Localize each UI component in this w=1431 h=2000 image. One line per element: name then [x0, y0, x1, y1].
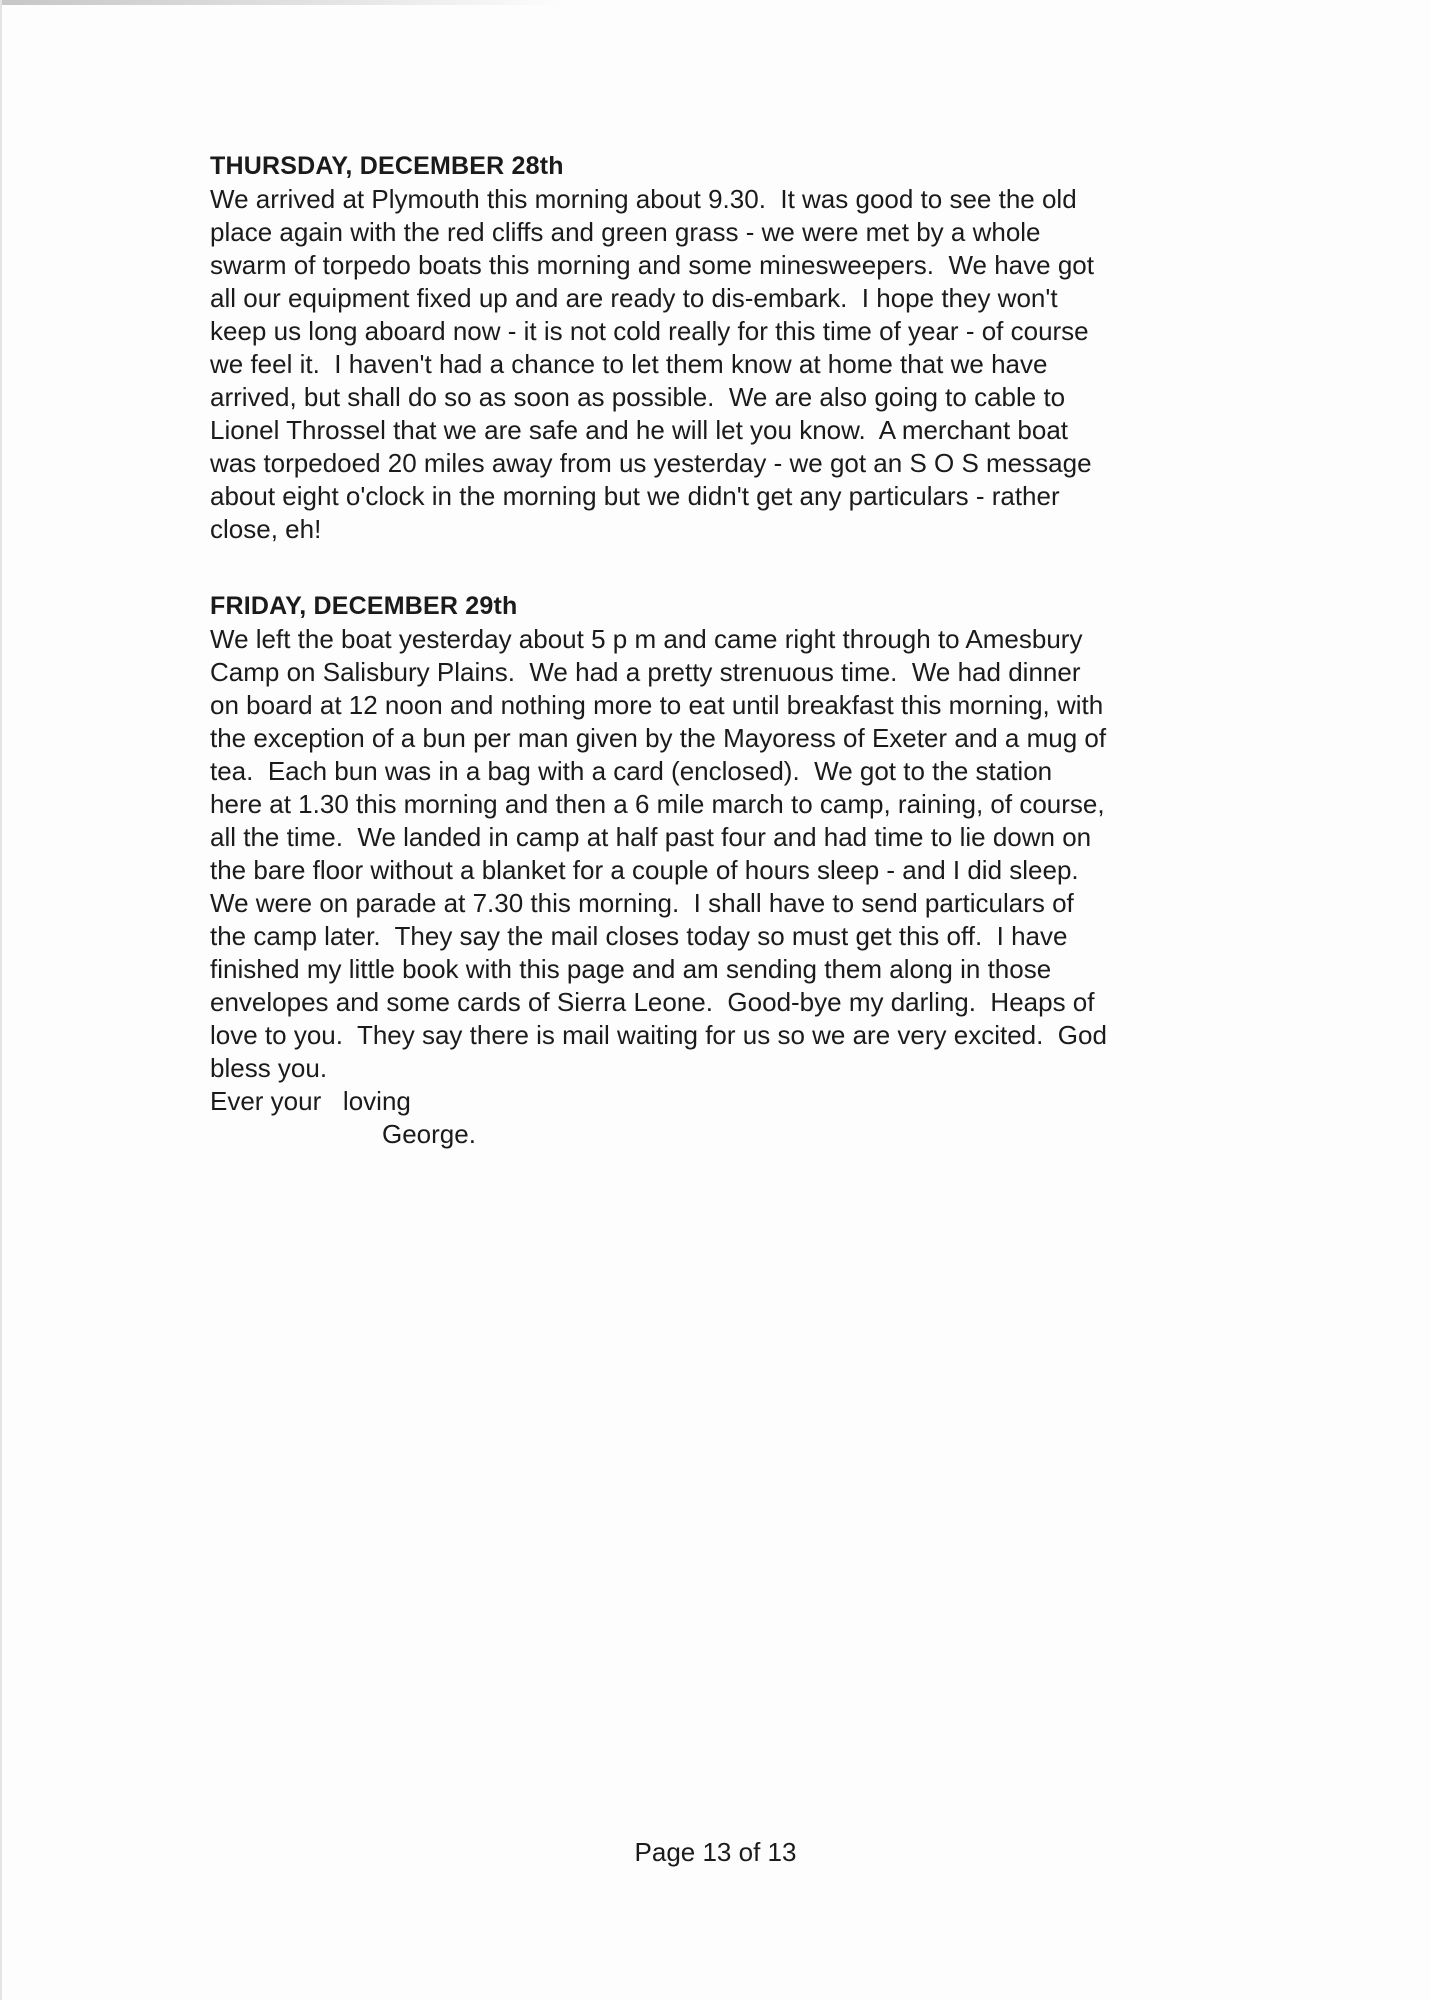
- entry-body: [210, 623, 1210, 1151]
- body-line: here at 1.30 this morning and then a 6 mile march to camp, raining, of course,: [210, 789, 1105, 819]
- body-line: Camp on Salisbury Plains. We had a pretty strenuous time. We had dinner: [210, 657, 1081, 687]
- body-line: all our equipment fixed up and are ready to dis-embark. I hope they won't: [210, 283, 1058, 313]
- body-line: all the time. We landed in camp at half past four and had time to lie down on: [210, 822, 1092, 852]
- body-line: close, eh!: [210, 514, 322, 544]
- body-line: keep us long aboard now - it is not cold really for this time of year - of course: [210, 316, 1089, 346]
- page-number: Page 13 of 13: [634, 1837, 797, 1867]
- body-line: swarm of torpedo boats this morning and some minesweepers. We have got: [210, 250, 1094, 280]
- body-line: we feel it. I haven't had a chance to let them know at home that we have: [210, 349, 1048, 379]
- entry-body: [210, 183, 1210, 546]
- scan-edge-shadow: [0, 0, 560, 5]
- diary-entry-friday: [210, 590, 1210, 1151]
- entry-heading: FRIDAY, DECEMBER 29th: [210, 592, 518, 620]
- scan-left-edge: [0, 0, 2, 2000]
- signature: George.: [382, 1119, 476, 1149]
- body-line: the bare floor without a blanket for a couple of hours sleep - and I did sleep.: [210, 855, 1079, 885]
- closing-line: Ever your loving: [210, 1086, 411, 1116]
- body-line: about eight o'clock in the morning but we didn't get any particulars - rather: [210, 481, 1060, 511]
- body-line: Lionel Throssel that we are safe and he will let you know. A merchant boat: [210, 415, 1069, 445]
- body-line: the camp later. They say the mail closes today so must get this off. I have: [210, 921, 1068, 951]
- body-line: envelopes and some cards of Sierra Leone. Good-bye my darling. Heaps of: [210, 987, 1095, 1017]
- body-line: We arrived at Plymouth this morning about 9.30. It was good to see the old: [210, 184, 1077, 214]
- body-line: arrived, but shall do so as soon as possible. We are also going to cable to: [210, 382, 1066, 412]
- entry-heading: THURSDAY, DECEMBER 28th: [210, 152, 564, 180]
- body-line: the exception of a bun per man given by the Mayoress of Exeter and a mug of: [210, 723, 1107, 753]
- body-line: We were on parade at 7.30 this morning. I shall have to send particulars of: [210, 888, 1074, 918]
- diary-entry-thursday: [210, 150, 1210, 546]
- body-line: was torpedoed 20 miles away from us yesterday - we got an S O S message: [210, 448, 1092, 478]
- body-line: love to you. They say there is mail waiting for us so we are very excited. God: [210, 1020, 1107, 1050]
- body-line: on board at 12 noon and nothing more to eat until breakfast this morning, with: [210, 690, 1104, 720]
- body-line: tea. Each bun was in a bag with a card (enclosed). We got to the station: [210, 756, 1053, 786]
- body-line: place again with the red cliffs and green grass - we were met by a whole: [210, 217, 1041, 247]
- body-line: bless you.: [210, 1053, 328, 1083]
- body-line: We left the boat yesterday about 5 p m and came right through to Amesbury: [210, 624, 1083, 654]
- body-line: finished my little book with this page and am sending them along in those: [210, 954, 1052, 984]
